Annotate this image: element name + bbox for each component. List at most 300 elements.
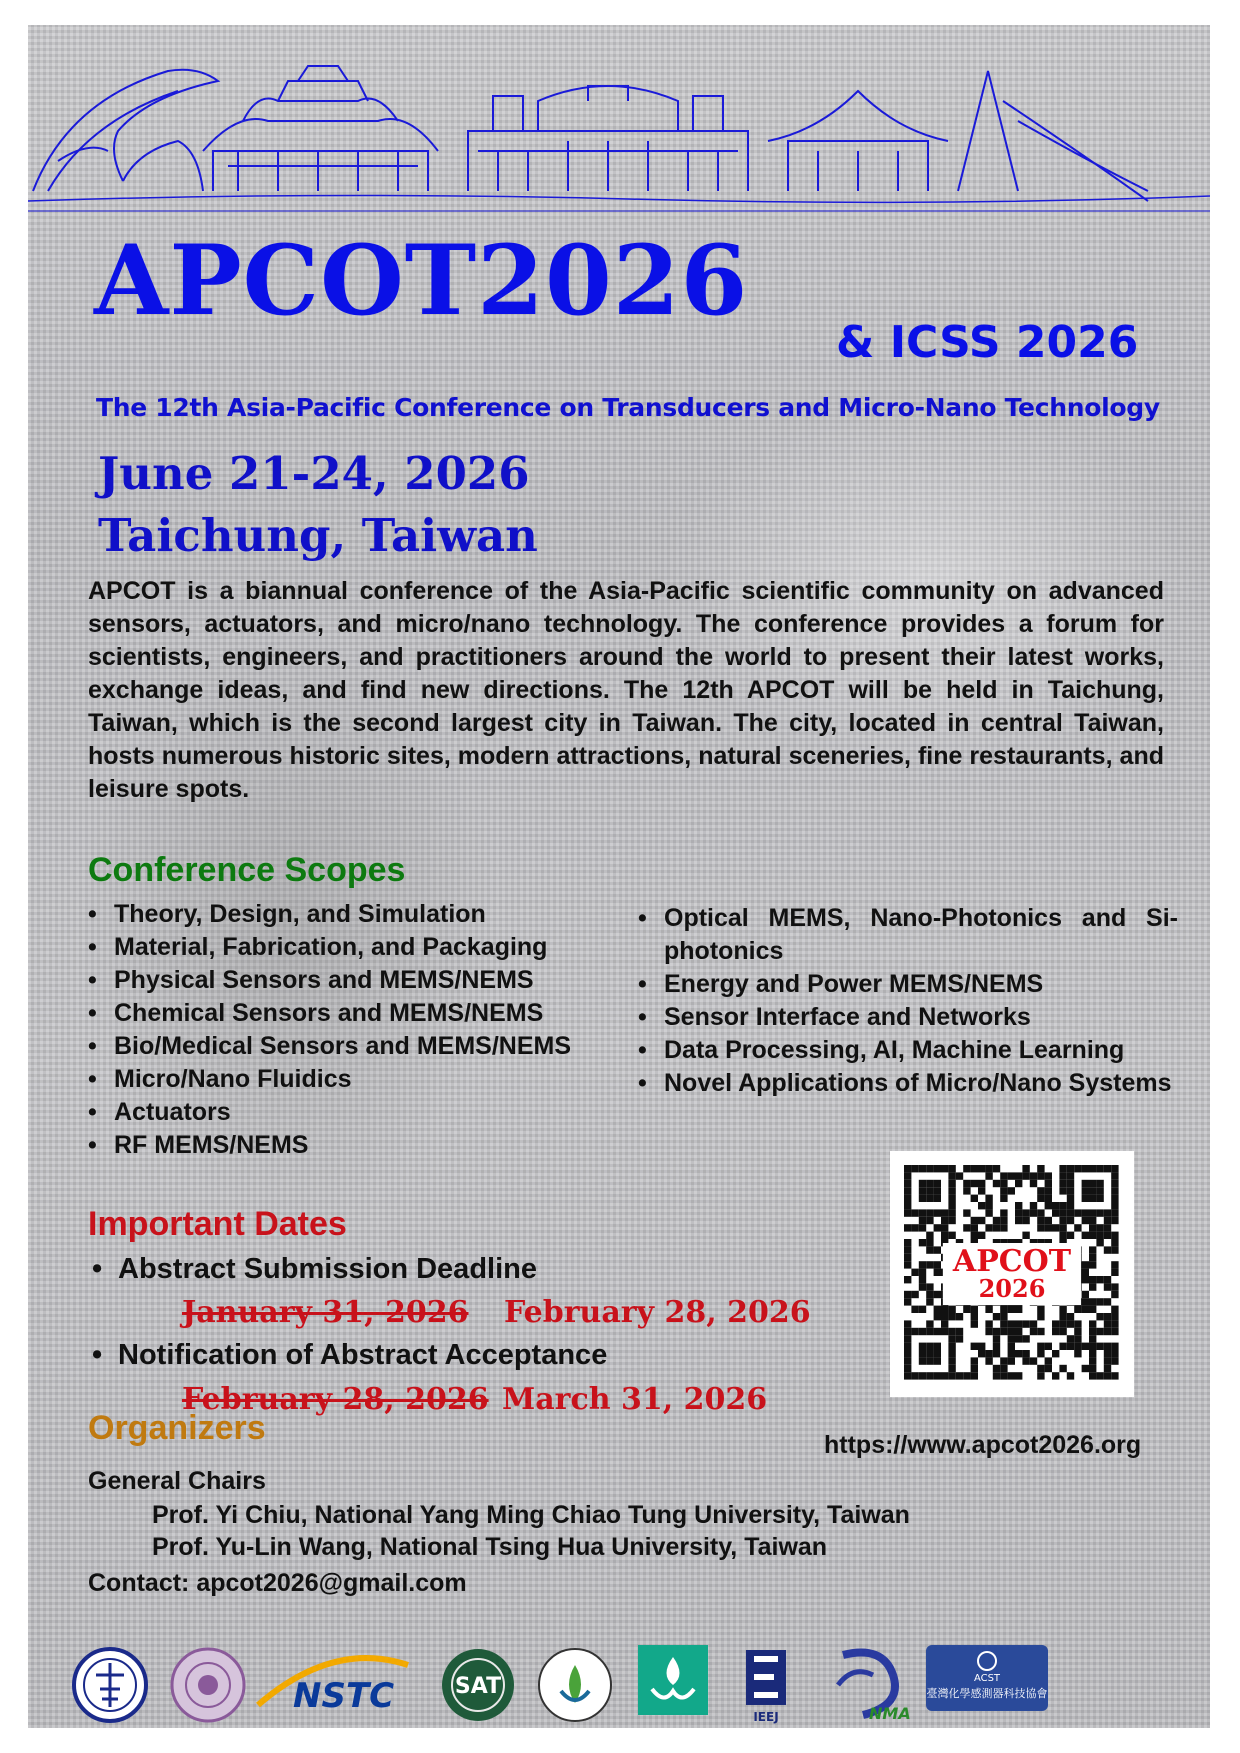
qr-module — [1104, 1209, 1111, 1216]
qr-module — [948, 1180, 955, 1187]
qr-module — [993, 1165, 1000, 1172]
qr-module — [926, 1195, 933, 1202]
qr-module — [1082, 1261, 1089, 1268]
qr-module — [1059, 1306, 1066, 1313]
qr-module — [934, 1269, 941, 1276]
qr-module — [926, 1239, 933, 1246]
qr-module — [1089, 1232, 1096, 1239]
qr-module — [911, 1328, 918, 1335]
qr-module — [1074, 1306, 1081, 1313]
qr-module — [911, 1165, 918, 1172]
qr-module — [1089, 1350, 1096, 1357]
qr-module — [1082, 1306, 1089, 1313]
qr-module — [1104, 1343, 1111, 1350]
qr-module — [1059, 1165, 1066, 1172]
qr-module — [1104, 1372, 1111, 1379]
qr-module — [1111, 1343, 1118, 1350]
scope-item: • Sensor Interface and Networks — [636, 1001, 1178, 1034]
sat-logo-text: SAT — [454, 1674, 502, 1699]
qr-module — [1015, 1328, 1022, 1335]
qr-module — [1015, 1209, 1022, 1216]
qr-module — [1067, 1335, 1074, 1342]
conference-description: APCOT is a biannual conference of the Asia-Pacific scientific community on advanced sensors, actuators, and micro/nano technology. The conference provides a forum for scientists, engineers, and practitioners around the world to present their latest works, exchange ideas, and find new directions. The 12th APCOT will be held in Taichung, Taiwan, which is the second largest city in Taiwan. The city, located in central Taiwan, hosts numerous historic sites, modern attractions, natural sceneries, fine restaurants, and leisure spots. — [88, 577, 1164, 803]
qr-module — [1074, 1328, 1081, 1335]
qr-module — [904, 1209, 911, 1216]
qr-module — [1111, 1357, 1118, 1364]
qr-module — [1111, 1217, 1118, 1224]
qr-module — [1089, 1261, 1096, 1268]
qr-module — [1089, 1180, 1096, 1187]
qr-module — [963, 1209, 970, 1216]
qr-module — [1111, 1328, 1118, 1335]
qr-module — [1089, 1165, 1096, 1172]
qr-module — [1045, 1202, 1052, 1209]
qr-module — [963, 1180, 970, 1187]
qr-module — [919, 1283, 926, 1290]
qr-module — [926, 1372, 933, 1379]
qr-module — [1000, 1180, 1007, 1187]
qr-module — [948, 1372, 955, 1379]
qr-module — [1045, 1172, 1052, 1179]
qr-module — [1022, 1172, 1029, 1179]
nstc-logo-text: NSTC — [293, 1676, 395, 1716]
qr-module — [1067, 1172, 1074, 1179]
qr-module — [926, 1357, 933, 1364]
qr-module — [904, 1202, 911, 1209]
qr-module — [1089, 1276, 1096, 1283]
scope-item: • Data Processing, AI, Machine Learning — [636, 1034, 1178, 1067]
qr-module — [1111, 1306, 1118, 1313]
qr-module — [1082, 1187, 1089, 1194]
qr-module — [919, 1276, 926, 1283]
qr-module — [1096, 1239, 1103, 1246]
qr-module — [971, 1306, 978, 1313]
qr-module — [1015, 1172, 1022, 1179]
qr-module — [1037, 1209, 1044, 1216]
qr-module — [1037, 1195, 1044, 1202]
qr-module — [904, 1291, 911, 1298]
qr-module — [1074, 1335, 1081, 1342]
qr-module — [1111, 1283, 1118, 1290]
qr-module — [1000, 1224, 1007, 1231]
qr-module — [904, 1320, 911, 1327]
qr-module — [1037, 1224, 1044, 1231]
qr-module — [1089, 1246, 1096, 1253]
general-chair: Prof. Yi Chiu, National Yang Ming Chiao Tung University, Taiwan — [152, 1501, 910, 1529]
contact-email[interactable]: Contact: apcot2026@gmail.com — [88, 1569, 467, 1597]
qr-module — [1008, 1343, 1015, 1350]
qr-module — [941, 1306, 948, 1313]
qr-module — [1059, 1180, 1066, 1187]
qr-module — [941, 1372, 948, 1379]
qr-module — [963, 1306, 970, 1313]
qr-module — [1045, 1195, 1052, 1202]
qr-module — [1089, 1320, 1096, 1327]
qr-module — [904, 1165, 911, 1172]
qr-module — [1111, 1291, 1118, 1298]
qr-module — [985, 1209, 992, 1216]
qr-module — [934, 1372, 941, 1379]
qr-module — [1089, 1209, 1096, 1216]
qr-module — [978, 1232, 985, 1239]
qr-module — [1089, 1217, 1096, 1224]
qr-code-label — [943, 1243, 1081, 1305]
qr-module — [904, 1328, 911, 1335]
qr-module — [1008, 1187, 1015, 1194]
qr-module — [1037, 1343, 1044, 1350]
qr-module — [1059, 1202, 1066, 1209]
qr-module — [1015, 1320, 1022, 1327]
qr-module — [904, 1343, 911, 1350]
qr-module — [1059, 1209, 1066, 1216]
event-location: Taichung, Taiwan — [98, 509, 538, 562]
qr-module — [1000, 1357, 1007, 1364]
qr-module — [985, 1224, 992, 1231]
qr-module — [1104, 1283, 1111, 1290]
qr-module — [1111, 1209, 1118, 1216]
organizers-heading: Organizers — [88, 1409, 266, 1447]
qr-module — [919, 1224, 926, 1231]
qr-module — [1022, 1357, 1029, 1364]
qr-module — [1111, 1372, 1118, 1379]
qr-module — [919, 1261, 926, 1268]
qr-module — [1030, 1209, 1037, 1216]
qr-module — [993, 1224, 1000, 1231]
scope-item: • Novel Applications of Micro/Nano Systems — [636, 1067, 1178, 1100]
qr-module — [1082, 1180, 1089, 1187]
qr-module — [948, 1209, 955, 1216]
scope-item: • Physical Sensors and MEMS/NEMS — [86, 964, 646, 997]
qr-module — [948, 1172, 955, 1179]
scope-item: • Theory, Design, and Simulation — [86, 898, 646, 931]
scopes-heading: Conference Scopes — [88, 851, 406, 889]
qr-module — [1000, 1209, 1007, 1216]
qr-module — [926, 1350, 933, 1357]
qr-module — [1082, 1209, 1089, 1216]
qr-module — [993, 1335, 1000, 1342]
qr-module — [1104, 1165, 1111, 1172]
qr-module — [1067, 1372, 1074, 1379]
qr-module — [1045, 1224, 1052, 1231]
qr-module — [941, 1328, 948, 1335]
general-chair: Prof. Yu-Lin Wang, National Tsing Hua University, Taiwan — [152, 1533, 828, 1561]
qr-module — [934, 1291, 941, 1298]
qr-module — [1015, 1306, 1022, 1313]
qr-module — [1059, 1217, 1066, 1224]
qr-module — [1111, 1350, 1118, 1357]
qr-module — [1022, 1209, 1029, 1216]
qr-module — [978, 1202, 985, 1209]
qr-module — [904, 1195, 911, 1202]
qr-module — [1096, 1328, 1103, 1335]
qr-module — [934, 1306, 941, 1313]
qr-module — [1104, 1328, 1111, 1335]
qr-module — [1074, 1209, 1081, 1216]
qr-module — [1000, 1217, 1007, 1224]
qr-module — [993, 1372, 1000, 1379]
qr-module — [1067, 1313, 1074, 1320]
qr-module — [985, 1328, 992, 1335]
qr-module — [911, 1372, 918, 1379]
qr-module — [904, 1246, 911, 1253]
qr-module — [978, 1350, 985, 1357]
qr-module — [978, 1217, 985, 1224]
qr-module — [1067, 1232, 1074, 1239]
qr-module — [948, 1187, 955, 1194]
qr-module — [1045, 1365, 1052, 1372]
qr-module — [948, 1365, 955, 1372]
sat-logo — [438, 1645, 518, 1725]
qr-code[interactable] — [890, 1151, 1134, 1397]
qr-module — [1104, 1298, 1111, 1305]
qr-module — [1052, 1328, 1059, 1335]
qr-module — [1030, 1180, 1037, 1187]
qr-module — [1022, 1320, 1029, 1327]
conference-title: APCOT2026 — [94, 224, 749, 337]
qr-module — [1037, 1306, 1044, 1313]
qr-module — [1000, 1328, 1007, 1335]
ieej-logo-text: IEEJ — [753, 1710, 779, 1724]
qr-module — [1096, 1180, 1103, 1187]
qr-module — [934, 1328, 941, 1335]
qr-module — [1067, 1343, 1074, 1350]
qr-module — [971, 1232, 978, 1239]
qr-module — [1096, 1165, 1103, 1172]
qr-module — [963, 1165, 970, 1172]
ministry-of-education-logo — [533, 1645, 617, 1725]
qr-module — [941, 1313, 948, 1320]
qr-module — [934, 1224, 941, 1231]
qr-module — [926, 1217, 933, 1224]
qr-module — [1111, 1313, 1118, 1320]
qr-module — [1074, 1320, 1081, 1327]
qr-module — [919, 1350, 926, 1357]
date-old-acceptance: February 28, 2026 — [182, 1382, 489, 1417]
qr-module — [1111, 1246, 1118, 1253]
qr-module — [1067, 1320, 1074, 1327]
qr-module — [948, 1313, 955, 1320]
qr-module — [948, 1328, 955, 1335]
qr-module — [919, 1195, 926, 1202]
qr-module — [978, 1165, 985, 1172]
qr-module — [919, 1306, 926, 1313]
qr-module — [948, 1195, 955, 1202]
qr-module — [1111, 1261, 1118, 1268]
qr-module — [926, 1320, 933, 1327]
qr-module — [1052, 1224, 1059, 1231]
qr-module — [978, 1343, 985, 1350]
qr-module — [934, 1195, 941, 1202]
qr-module — [1096, 1224, 1103, 1231]
qr-module — [1037, 1172, 1044, 1179]
qr-module — [963, 1187, 970, 1194]
qr-module — [1082, 1195, 1089, 1202]
qr-module — [1030, 1320, 1037, 1327]
qr-module — [1096, 1372, 1103, 1379]
qr-module — [934, 1350, 941, 1357]
qr-module — [1096, 1343, 1103, 1350]
qr-module — [904, 1365, 911, 1372]
qr-module — [934, 1246, 941, 1253]
qr-module — [1000, 1365, 1007, 1372]
qr-module — [934, 1343, 941, 1350]
qr-module — [904, 1276, 911, 1283]
qr-module — [956, 1372, 963, 1379]
nstc-logo — [253, 1645, 413, 1725]
qr-module — [1000, 1372, 1007, 1379]
qr-module — [911, 1224, 918, 1231]
qr-module — [1104, 1224, 1111, 1231]
skyline-illustration — [28, 41, 1210, 231]
qr-module — [1104, 1232, 1111, 1239]
qr-module — [1089, 1195, 1096, 1202]
qr-module — [1089, 1306, 1096, 1313]
qr-module — [985, 1306, 992, 1313]
qr-module — [1111, 1269, 1118, 1276]
qr-module — [971, 1195, 978, 1202]
acst-logo-text: ACST — [973, 1673, 1001, 1684]
qr-module — [919, 1328, 926, 1335]
date-label-acceptance: • Notification of Abstract Acceptance — [88, 1339, 607, 1372]
qr-module — [1067, 1217, 1074, 1224]
qr-module — [978, 1187, 985, 1194]
qr-module — [1052, 1320, 1059, 1327]
qr-module — [1074, 1165, 1081, 1172]
qr-module — [1104, 1365, 1111, 1372]
scope-item: • Energy and Power MEMS/NEMS — [636, 968, 1178, 1001]
qr-module — [1096, 1187, 1103, 1194]
qr-module — [919, 1343, 926, 1350]
qr-module — [1015, 1180, 1022, 1187]
qr-module — [985, 1195, 992, 1202]
website-link[interactable]: https://www.apcot2026.org — [824, 1431, 1142, 1459]
qr-module — [1082, 1165, 1089, 1172]
qr-module — [919, 1357, 926, 1364]
qr-module — [1111, 1165, 1118, 1172]
qr-module — [971, 1217, 978, 1224]
qr-module — [956, 1313, 963, 1320]
qr-module — [1037, 1372, 1044, 1379]
qr-module — [1059, 1172, 1066, 1179]
qr-module — [1000, 1172, 1007, 1179]
qr-module — [1111, 1320, 1118, 1327]
qr-module — [1052, 1202, 1059, 1209]
qr-module — [1067, 1209, 1074, 1216]
scope-item: • Actuators — [86, 1096, 646, 1129]
qr-module — [1000, 1313, 1007, 1320]
qr-module — [956, 1172, 963, 1179]
qr-module — [1059, 1365, 1066, 1372]
qr-module — [1059, 1224, 1066, 1231]
qr-module — [1074, 1343, 1081, 1350]
qr-module — [1096, 1276, 1103, 1283]
qr-module — [1111, 1172, 1118, 1179]
qr-module — [904, 1180, 911, 1187]
qr-module — [1096, 1209, 1103, 1216]
qr-module — [1111, 1202, 1118, 1209]
qr-module — [1037, 1217, 1044, 1224]
qr-module — [1015, 1335, 1022, 1342]
conference-title-suffix: & ICSS 2026 — [836, 317, 1139, 368]
qr-module — [985, 1357, 992, 1364]
qr-module — [1089, 1298, 1096, 1305]
scope-list-right — [636, 902, 1178, 1100]
qr-module — [1037, 1187, 1044, 1194]
qr-module — [1111, 1187, 1118, 1194]
qr-module — [1008, 1328, 1015, 1335]
green-organization-logo — [638, 1645, 708, 1715]
qr-module — [993, 1180, 1000, 1187]
qr-module — [1037, 1350, 1044, 1357]
nma-logo-text: NMA — [869, 1704, 911, 1723]
qr-module — [993, 1328, 1000, 1335]
qr-module — [1000, 1320, 1007, 1327]
qr-module — [941, 1232, 948, 1239]
qr-module — [1089, 1224, 1096, 1231]
qr-module — [1015, 1372, 1022, 1379]
qr-module — [1045, 1343, 1052, 1350]
qr-module — [1067, 1202, 1074, 1209]
qr-module — [971, 1313, 978, 1320]
qr-module — [971, 1357, 978, 1364]
qr-module — [926, 1298, 933, 1305]
qr-module — [926, 1291, 933, 1298]
scope-item: • Bio/Medical Sensors and MEMS/NEMS — [86, 1030, 646, 1063]
qr-module — [934, 1357, 941, 1364]
qr-module — [1022, 1217, 1029, 1224]
qr-module — [1082, 1269, 1089, 1276]
qr-module — [985, 1172, 992, 1179]
qr-module — [993, 1350, 1000, 1357]
dates-heading: Important Dates — [88, 1205, 347, 1243]
qr-module — [1008, 1172, 1015, 1179]
qr-module — [948, 1335, 955, 1342]
qr-module — [904, 1187, 911, 1194]
qr-module — [1104, 1217, 1111, 1224]
qr-module — [948, 1202, 955, 1209]
qr-module — [1104, 1320, 1111, 1327]
qr-module — [1089, 1187, 1096, 1194]
qr-module — [963, 1224, 970, 1231]
qr-module — [1000, 1187, 1007, 1194]
qr-module — [1030, 1172, 1037, 1179]
qr-module — [926, 1343, 933, 1350]
qr-module — [919, 1165, 926, 1172]
qr-module — [993, 1217, 1000, 1224]
qr-module — [971, 1343, 978, 1350]
qr-module — [963, 1372, 970, 1379]
qr-module — [1111, 1232, 1118, 1239]
qr-module — [1104, 1350, 1111, 1357]
scope-item: • Chemical Sensors and MEMS/NEMS — [86, 997, 646, 1030]
qr-module — [919, 1269, 926, 1276]
qr-module — [1089, 1283, 1096, 1290]
qr-module — [941, 1165, 948, 1172]
qr-module — [934, 1165, 941, 1172]
qr-module — [1059, 1320, 1066, 1327]
qr-module — [948, 1306, 955, 1313]
qr-module — [993, 1313, 1000, 1320]
qr-module — [1082, 1365, 1089, 1372]
qr-module — [1059, 1328, 1066, 1335]
acst-logo-chinese: 臺灣化學感測器科技協會 — [926, 1687, 1048, 1700]
qr-module — [1052, 1372, 1059, 1379]
qr-module — [1111, 1180, 1118, 1187]
qr-module — [1104, 1313, 1111, 1320]
qr-module — [911, 1209, 918, 1216]
qr-module — [971, 1180, 978, 1187]
qr-module — [911, 1269, 918, 1276]
